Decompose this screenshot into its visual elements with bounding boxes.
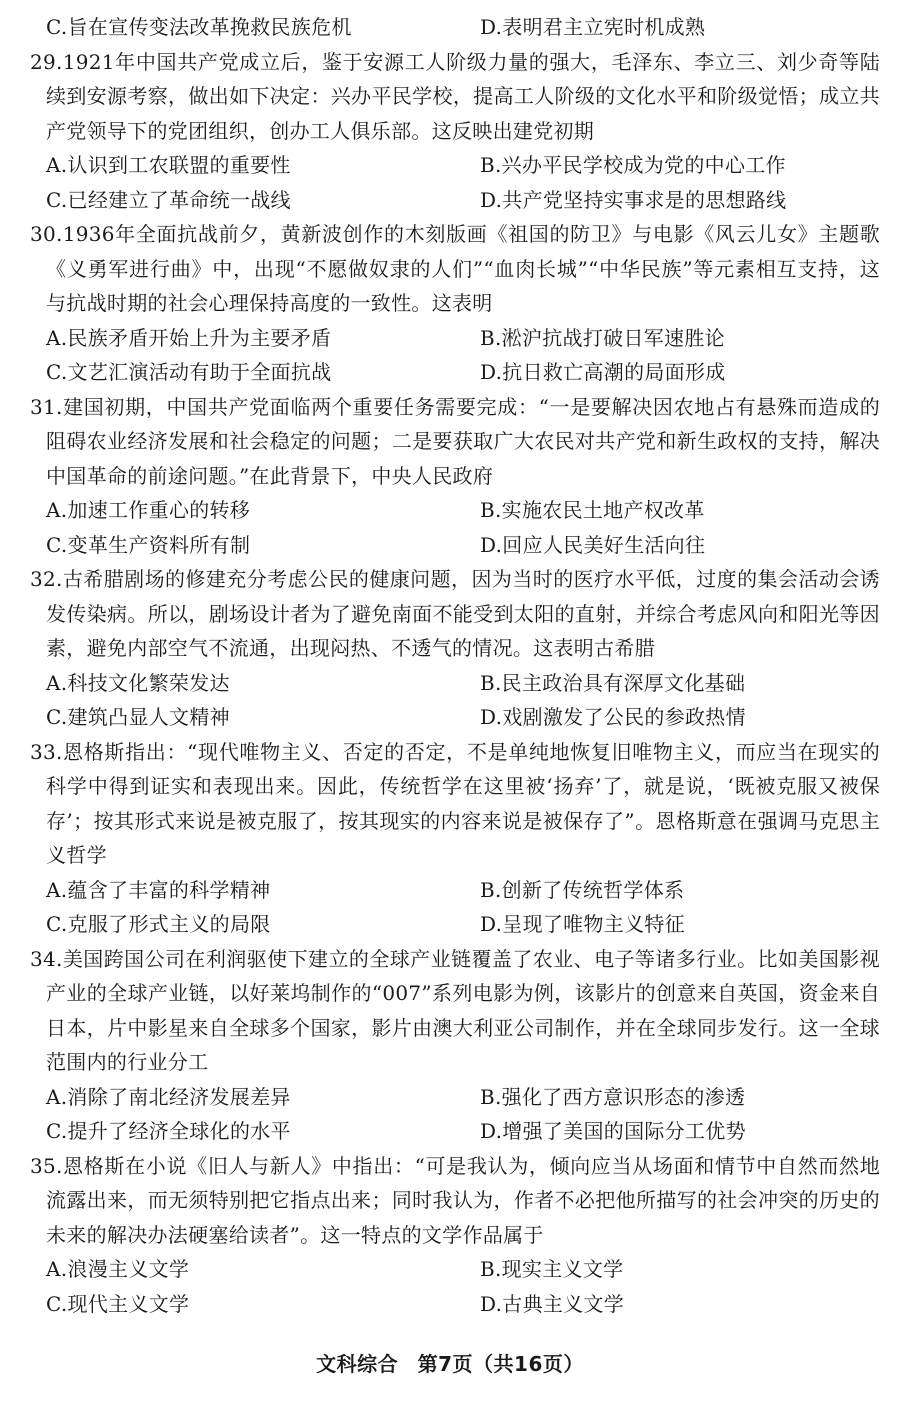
- question-stem: 33.恩格斯指出：“现代唯物主义、否定的否定，不是单纯地恢复旧唯物主义，而应当在现实的科学中得到证实和表现出来。因此，传统哲学在这里被‘扬弃’了，就是说，‘既被克服又被保存’；按其形式来说是被克服了，按其现实的内容来说是被保存了”。恩格斯意在强调马克思主义哲学: [30, 739, 880, 867]
- option-d: D.戏剧激发了公民的参政热情: [480, 705, 746, 729]
- option-list: [30, 1080, 880, 1149]
- option-d: D.回应人民美好生活向往: [480, 532, 706, 557]
- option-c: C.文艺汇演活动有助于全面抗战: [46, 360, 332, 384]
- option-list: [30, 666, 880, 735]
- question-34: [30, 942, 880, 1149]
- page-footer: [0, 1348, 900, 1377]
- question-stem: 29.1921年中国共产党成立后，鉴于安源工人阶级力量的强大，毛泽东、李立三、刘少奇等陆续到安源考察，做出如下决定：兴办平民学校，提高工人阶级的文化水平和阶级觉悟；成立共产党领导下的党团组织，创办工人俱乐部。这反映出建党初期: [30, 49, 880, 143]
- option-list: [30, 493, 880, 562]
- question-32: [30, 562, 880, 735]
- prev-option-d: D.表明君主立宪时机成熟: [480, 15, 706, 39]
- option-d: D.古典主义文学: [480, 1291, 625, 1316]
- option-list: [30, 873, 880, 942]
- option-list: [30, 148, 880, 217]
- option-b: B.实施农民土地产权改革: [480, 498, 705, 522]
- option-c: C.克服了形式主义的局限: [46, 912, 271, 936]
- question-stem: 30.1936年全面抗战前夕，黄新波创作的木刻版画《祖国的防卫》与电影《风云儿女》主题歌《义勇军进行曲》中，出现“不愿做奴隶的人们”“血肉长城”“中华民族”等元素相互支持，这与抗战时期的社会心理保持高度的一致性。这表明: [30, 222, 880, 315]
- option-b: B.创新了传统哲学体系: [480, 877, 685, 902]
- option-a: A.消除了南北经济发展差异: [46, 1084, 291, 1109]
- question-30: [30, 217, 880, 390]
- option-a: A.蕴含了丰富的科学精神: [46, 877, 271, 902]
- option-a: A.民族矛盾开始上升为主要矛盾: [46, 325, 332, 350]
- option-c: C.现代主义文学: [46, 1291, 190, 1316]
- footer-subject: 文科综合: [316, 1352, 399, 1376]
- option-d: D.抗日救亡高潮的局面形成: [480, 360, 726, 384]
- prev-option-c: C.旨在宣传变法改革挽救民族危机: [46, 15, 352, 39]
- option-c: C.建筑凸显人文精神: [46, 705, 230, 729]
- question-31: [30, 390, 880, 563]
- option-b: B.现实主义文学: [480, 1257, 624, 1281]
- footer-page-number: 第7页（共16页）: [417, 1352, 584, 1376]
- option-d: D.共产党坚持实事求是的思想路线: [480, 187, 787, 212]
- question-29: [30, 45, 880, 218]
- option-a: A.浪漫主义文学: [46, 1257, 190, 1281]
- question-35: [30, 1149, 880, 1322]
- exam-page: [30, 10, 880, 1321]
- question-stem: 32.古希腊剧场的修建充分考虑公民的健康问题，因为当时的医疗水平低，过度的集会活动会诱发传染病。所以，剧场设计者为了避免南面不能受到太阳的直射，并综合考虑风向和阳光等因素，避免内部空气不流通，出现闷热、不透气的情况。这表明古希腊: [30, 567, 880, 660]
- option-b: B.兴办平民学校成为党的中心工作: [480, 153, 786, 177]
- option-b: B.淞沪抗战打破日军速胜论: [480, 325, 725, 350]
- option-b: B.民主政治具有深厚文化基础: [480, 670, 746, 695]
- option-d: D.增强了美国的国际分工优势: [480, 1119, 746, 1143]
- prev-question-options: [30, 10, 880, 45]
- option-a: A.科技文化繁荣发达: [46, 670, 230, 695]
- option-c: C.已经建立了革命统一战线: [46, 187, 291, 212]
- question-stem: 34.美国跨国公司在利润驱使下建立的全球产业链覆盖了农业、电子等诸多行业。比如美国影视产业的全球产业链，以好莱坞制作的“007”系列电影为例，该影片的创意来自英国，资金来自日本，片中影星来自全球多个国家，影片由澳大利亚公司制作，并在全球同步发行。这一全球范围内的行业分工: [30, 946, 880, 1074]
- option-a: A.认识到工农联盟的重要性: [46, 153, 291, 177]
- option-list: [30, 321, 880, 390]
- option-b: B.强化了西方意识形态的渗透: [480, 1084, 746, 1109]
- option-a: A.加速工作重心的转移: [46, 498, 251, 522]
- option-list: [30, 1252, 880, 1321]
- question-stem: 35.恩格斯在小说《旧人与新人》中指出：“可是我认为，倾向应当从场面和情节中自然而然地流露出来，而无须特别把它指点出来；同时我认为，作者不必把他所描写的社会冲突的历史的未来的解决办法硬塞给读者”。这一特点的文学作品属于: [30, 1153, 880, 1247]
- question-33: [30, 735, 880, 942]
- option-d: D.呈现了唯物主义特征: [480, 912, 685, 936]
- option-c: C.提升了经济全球化的水平: [46, 1119, 291, 1143]
- option-c: C.变革生产资料所有制: [46, 532, 251, 557]
- question-stem: 31.建国初期，中国共产党面临两个重要任务需要完成：“一是要解决因农地占有悬殊而造成的阻碍农业经济发展和社会稳定的问题；二是要获取广大农民对共产党和新生政权的支持，解决中国革命的前途问题。”在此背景下，中央人民政府: [30, 394, 880, 488]
